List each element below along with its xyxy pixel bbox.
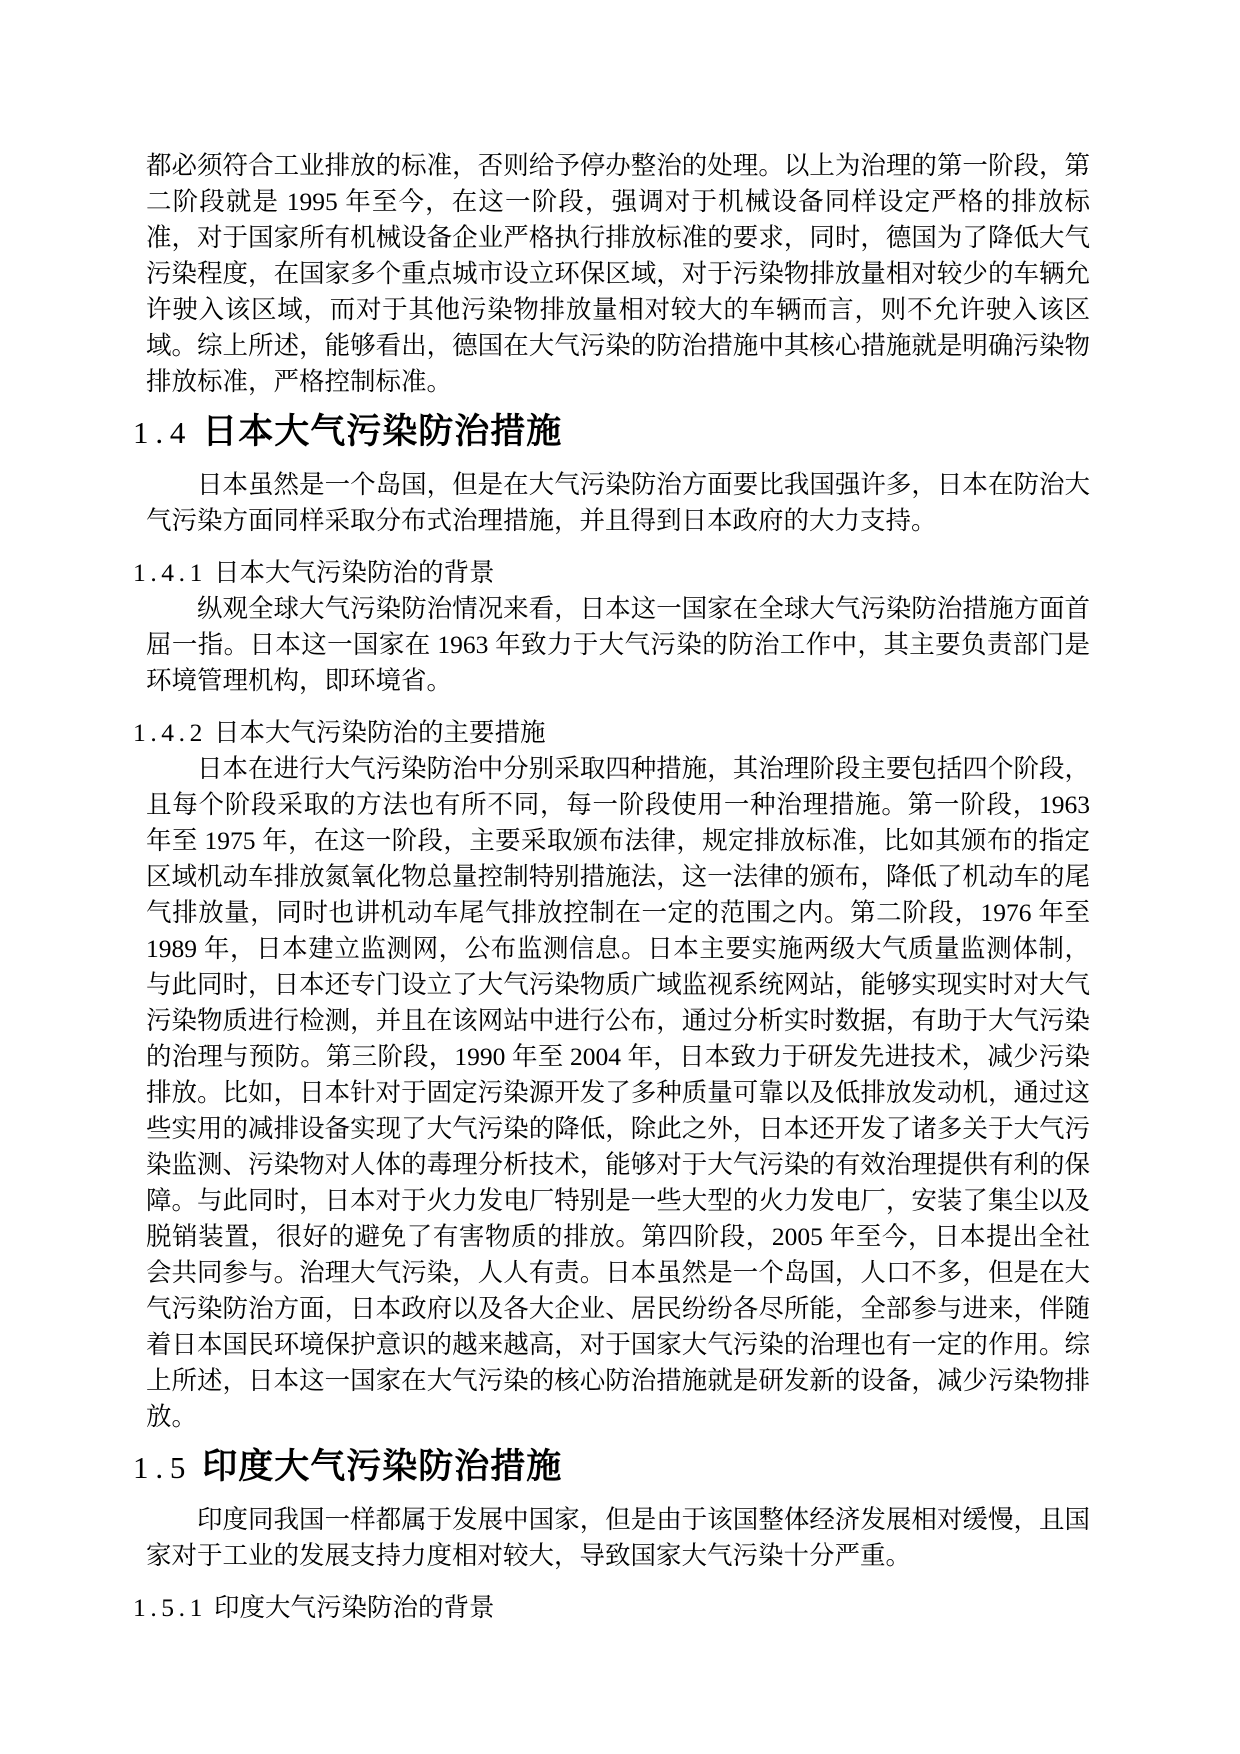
body-paragraph: 日本在进行大气污染防治中分别采取四种措施，其治理阶段主要包括四个阶段，且每个阶段采取的方法也有所不同，每一阶段使用一种治理措施。第一阶段，1963 年至 1975 年，在这一阶段，主要采取颁布法律，规定排放标准，比如其颁布的指定区域机动车排放氮氧化物总量控制特别措施法，这一法律的颁布，降低了机动车的尾气排放量，同时也讲机动车尾气排放控制在一定的范围之内。第二阶段，1976 年至 1989 年，日本建立监测网，公布监测信息。日本主要实施两级大气质量监测体制，与此同时，日本还专门设立了大气污染物质广域监视系统网站，能够实现实时对大气污染物质进行检测，并且在该网站中进行公布，通过分析实时数据，有助于大气污染的治理与预防。第三阶段，1990 年至 2004 年，日本致力于研发先进技术，减少污染排放。比如，日本针对于固定污染源开发了多种质量可靠以及低排放发动机，通过这些实用的减排设备实现了大气污染的降低，除此之外，日本还开发了诸多关于大气污染监测、污染物对人体的毒理分析技术，能够对于大气污染的有效治理提供有利的保障。与此同时，日本对于火力发电厂特别是一些大型的火力发电厂，安装了集尘以及脱销装置，很好的避免了有害物质的排放。第四阶段，2005 年至今，日本提出全社会共同参与。治理大气污染，人人有责。日本虽然是一个岛国，人口不多，但是在大气污染防治方面，日本政府以及各大企业、居民纷纷各尽所能，全部参与进来，伴随着日本国民环境保护意识的越来越高，对于国家大气污染的治理也有一定的作用。综上所述，日本这一国家在大气污染的核心防治措施就是研发新的设备，减少污染物排放。 xyxy=(146,754,1090,1431)
document-content xyxy=(133,148,1090,1626)
section-number: 1.5 xyxy=(133,1450,193,1485)
subsection-number: 1.4.2 xyxy=(133,718,207,747)
subsection-number: 1.4.1 xyxy=(133,558,207,587)
body-paragraph: 印度同我国一样都属于发展中国家，但是由于该国整体经济发展相对缓慢，且国家对于工业的发展支持力度相对较大，导致国家大气污染十分严重。 xyxy=(146,1505,1090,1570)
body-paragraph: 纵观全球大气污染防治情况来看，日本这一国家在全球大气污染防治措施方面首屈一指。日本这一国家在 1963 年致力于大气污染的防治工作中，其主要负责部门是环境管理机构，即环境省。 xyxy=(146,594,1090,695)
subsection-title: 日本大气污染防治的主要措施 xyxy=(213,718,546,747)
body-paragraph: 日本虽然是一个岛国，但是在大气污染防治方面要比我国强许多，日本在防治大气污染方面同样采取分布式治理措施，并且得到日本政府的大力支持。 xyxy=(146,470,1090,535)
section-heading xyxy=(133,1445,1090,1490)
body-paragraph: 都必须符合工业排放的标准，否则给予停办整治的处理。以上为治理的第一阶段，第二阶段就是 1995 年至今，在这一阶段，强调对于机械设备同样设定严格的排放标准，对于国家所有机械设备企业严格执行排放标准的要求，同时，德国为了降低大气污染程度，在国家多个重点城市设立环保区域，对于污染物排放量相对较少的车辆允许驶入该区域，而对于其他污染物排放量相对较大的车辆而言，则不允许驶入该区域。综上所述，能够看出，德国在大气污染的防治措施中其核心措施就是明确污染物排放标准，严格控制标准。 xyxy=(146,151,1090,396)
section-heading xyxy=(133,410,1090,455)
subsection-title: 印度大气污染防治的背景 xyxy=(213,1593,495,1622)
section-number: 1.4 xyxy=(133,415,193,450)
subsection-heading xyxy=(133,715,1090,751)
subsection-title: 日本大气污染防治的背景 xyxy=(213,558,495,587)
section-title: 印度大气污染防治措施 xyxy=(202,1447,563,1486)
subsection-heading xyxy=(133,555,1090,591)
section-title: 日本大气污染防治措施 xyxy=(202,412,563,451)
subsection-heading xyxy=(133,1590,1090,1626)
subsection-number: 1.5.1 xyxy=(133,1593,207,1622)
